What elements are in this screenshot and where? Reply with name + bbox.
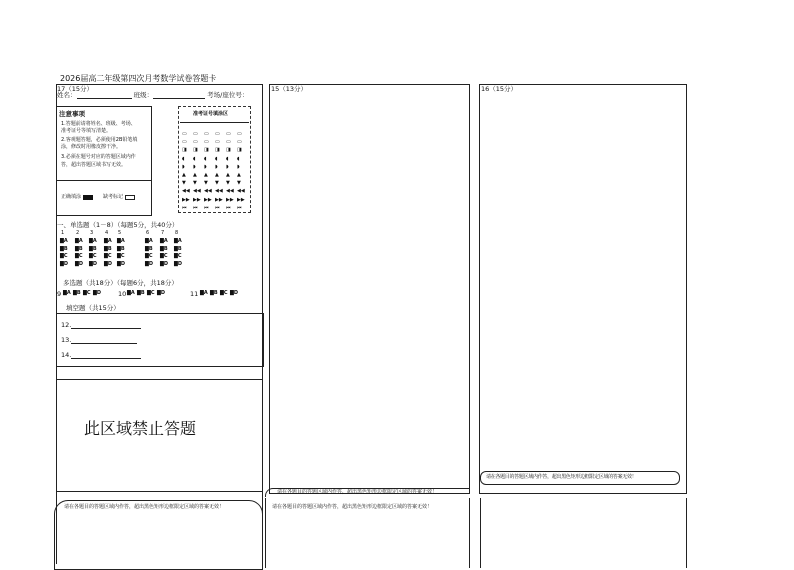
exam-id-bubble[interactable]: ▶▶ — [182, 196, 190, 203]
exam-id-bubble[interactable]: ◨ — [215, 147, 220, 154]
exam-id-bubble[interactable]: ▲ — [237, 172, 241, 178]
exam-id-bubble[interactable]: ◖ — [226, 155, 229, 162]
exam-id-bubble[interactable]: ⏮ — [215, 204, 220, 211]
multi-choice-option[interactable]: ▇B — [137, 290, 145, 296]
multi-choice-option[interactable]: ▇D — [157, 290, 165, 296]
single-choice-number: 1 — [61, 230, 65, 236]
exam-id-bubble[interactable]: ⏮ — [204, 204, 209, 211]
exam-id-bubble[interactable]: ◗ — [193, 163, 196, 170]
exam-id-bubble[interactable]: ▭ — [182, 139, 187, 146]
exam-id-bubble[interactable]: ⏮ — [226, 204, 231, 211]
exam-id-bubble[interactable]: ◗ — [182, 163, 185, 170]
q10-number: 10 — [118, 290, 127, 298]
single-choice-option[interactable]: ▇B — [174, 245, 182, 252]
exam-id-bubble[interactable]: ▲ — [193, 172, 197, 178]
single-choice-option[interactable]: ▇C — [174, 253, 182, 259]
answer-box-right-bottom[interactable] — [480, 498, 687, 568]
section1-title: 一、单选题（1－8）（每题5分，共40分） — [57, 221, 179, 229]
single-choice-option[interactable]: ▇A — [160, 238, 168, 244]
exam-id-bubble[interactable]: ▼ — [226, 180, 230, 187]
exam-id-bubble[interactable]: ◀◀ — [193, 188, 201, 195]
exam-id-bubble[interactable]: ◨ — [193, 147, 198, 154]
exam-id-bubble[interactable]: ▲ — [182, 172, 186, 178]
single-choice-option[interactable]: ▇A — [174, 238, 182, 244]
notice-line-2: 准考证号等填写清楚。 — [61, 128, 112, 134]
exam-id-bubble[interactable]: ▼ — [204, 180, 208, 187]
exam-id-bubble[interactable]: ▭ — [204, 139, 209, 146]
fill-item-12-label: 12. — [61, 321, 72, 329]
exam-id-bubble[interactable]: ▶▶ — [204, 196, 212, 203]
single-choice-option[interactable]: ▇B — [145, 245, 153, 252]
exam-id-bubble[interactable]: ▭ — [237, 131, 242, 137]
multi-choice-option[interactable]: ▇B — [210, 290, 218, 296]
exam-id-bubble[interactable]: ▶▶ — [237, 196, 245, 203]
section3-title: 填空题（共15分） — [66, 304, 120, 312]
exam-id-bubble[interactable]: ◨ — [226, 147, 231, 154]
q11-number: 11 — [190, 290, 199, 298]
single-choice-number: 8 — [175, 230, 179, 236]
exam-id-bubble[interactable]: ▼ — [215, 180, 219, 187]
fill-item-13-label: 13. — [61, 336, 72, 344]
seat-label: 考场/座位号： — [207, 91, 249, 99]
exam-id-bubble[interactable]: ▼ — [193, 180, 197, 187]
correct-fill-label: 正确填涂 — [61, 194, 82, 200]
exam-id-bubble[interactable]: ▭ — [215, 139, 220, 146]
single-choice-option[interactable]: ▇C — [89, 253, 97, 259]
exam-id-bubble[interactable]: ▭ — [193, 139, 198, 146]
multi-choice-option[interactable]: ▇D — [93, 290, 101, 296]
exam-id-bubble[interactable]: ▼ — [182, 180, 186, 187]
exam-id-bubble[interactable]: ◀◀ — [215, 188, 223, 195]
warning-middle-top: 请在各题目的答题区域内作答，超出黑色矩形边框限定区域的答案无效！ — [277, 489, 438, 495]
exam-id-bubble[interactable]: ▭ — [215, 131, 220, 137]
q16-label: 16（15分） — [481, 85, 518, 93]
single-choice-option[interactable]: ▇B — [160, 245, 168, 252]
warning-left: 请在各题目的答题区域内作答，超出黑色矩形边框限定区域的答案无效！ — [64, 504, 225, 510]
exam-id-bubble[interactable]: ◨ — [182, 147, 187, 154]
warning-middle: 请在各题目的答题区域内作答，超出黑色矩形边框限定区域的答案无效！ — [272, 504, 433, 510]
name-label: 姓名： — [57, 91, 77, 99]
exam-id-bubble[interactable]: ▭ — [182, 131, 187, 137]
multi-choice-option[interactable]: ▇A — [63, 290, 71, 296]
sheet-title: 2026届高二年级第四次月考数学试卷答题卡 — [60, 74, 217, 83]
single-choice-option[interactable]: ▇D — [117, 260, 125, 267]
exam-id-bubble[interactable]: ◖ — [193, 155, 196, 162]
multi-choice-option[interactable]: ▇A — [127, 290, 135, 296]
exam-id-bubble[interactable]: ▲ — [226, 172, 230, 178]
exam-id-bubble[interactable]: ⏮ — [193, 204, 198, 211]
notice-title: 注意事项 — [59, 110, 85, 118]
exam-id-title: 准考证号填涂区 — [193, 111, 229, 117]
exam-id-bubble[interactable]: ◨ — [237, 147, 242, 154]
single-choice-option[interactable]: ▇D — [145, 260, 153, 267]
class-label: 班级： — [133, 91, 154, 99]
q16-answer-area[interactable] — [479, 84, 687, 494]
exam-id-bubble[interactable]: ◀◀ — [237, 188, 245, 195]
single-choice-option[interactable]: ▇A — [117, 238, 125, 244]
exam-id-bubble[interactable]: ◗ — [204, 163, 207, 170]
exam-id-bubble[interactable]: ◖ — [182, 155, 185, 162]
exam-id-bubble[interactable]: ▭ — [226, 139, 231, 146]
single-choice-option[interactable]: ▇C — [117, 253, 125, 259]
fill-item-14-label: 14. — [61, 351, 72, 359]
forbidden-text: 此区域禁止答题 — [84, 419, 197, 438]
name-field[interactable] — [57, 92, 248, 99]
single-choice-option[interactable]: ▇D — [160, 260, 168, 267]
exam-id-bubble[interactable]: ▶▶ — [215, 196, 223, 203]
exam-id-bubble[interactable]: ▶▶ — [193, 196, 201, 203]
exam-id-bubble[interactable]: ◀◀ — [182, 188, 190, 195]
single-choice-option[interactable]: ▇B — [104, 245, 112, 252]
multi-choice-option[interactable]: ▇C — [83, 290, 91, 296]
exam-id-bubble[interactable]: ▭ — [193, 131, 198, 137]
single-choice-option[interactable]: ▇C — [160, 253, 168, 259]
notice-line-1: 1.答题前请将姓名、班级、考场、 — [61, 121, 136, 127]
exam-id-bubble[interactable]: ◗ — [215, 163, 218, 170]
multi-choice-option[interactable]: ▇C — [220, 290, 228, 296]
missing-mark-box[interactable] — [125, 195, 135, 200]
exam-id-bubble[interactable]: ▲ — [215, 172, 219, 178]
single-choice-number: 2 — [76, 230, 80, 236]
warning-right: 请在各题目的答题区域内作答，超出黑色矩形边框限定区域的答案无效！ — [486, 474, 637, 480]
notice-line-5: 3.必须在题号对应的答题区域内作 — [61, 154, 136, 160]
q17-label: 17（15分） — [57, 85, 94, 93]
notice-line-4: 涂，修改时用橡皮擦干净。 — [61, 144, 122, 150]
fill-item-12[interactable] — [61, 322, 141, 329]
exam-id-bubble[interactable]: ◖ — [237, 155, 240, 162]
notice-divider — [56, 180, 152, 181]
single-choice-option[interactable]: ▇B — [75, 245, 83, 252]
single-choice-option[interactable]: ▇C — [75, 253, 83, 259]
exam-id-bubble[interactable]: ⏮ — [182, 204, 187, 211]
single-choice-option[interactable]: ▇D — [75, 260, 83, 267]
exam-id-bubble[interactable]: ◨ — [204, 147, 209, 154]
single-choice-option[interactable]: ▇D — [60, 260, 68, 267]
notice-line-3: 2.客观题答题，必须使用2B铅笔填 — [61, 137, 138, 143]
exam-id-bubble[interactable]: ▲ — [204, 172, 208, 178]
multi-choice-option[interactable]: ▇B — [73, 290, 81, 296]
q9-number: 9 — [57, 290, 62, 298]
q15-answer-area[interactable] — [269, 84, 470, 494]
exam-id-bubble[interactable]: ▼ — [237, 180, 241, 187]
exam-id-bubble[interactable]: ▭ — [226, 131, 231, 137]
single-choice-option[interactable]: ▇D — [174, 260, 182, 267]
exam-id-divider — [180, 122, 249, 123]
single-choice-number: 5 — [118, 230, 122, 236]
section2-title: 多选题（共18分）（每题6分，共18分） — [63, 279, 178, 287]
single-choice-option[interactable]: ▇A — [145, 238, 153, 244]
multi-choice-option[interactable]: ▇C — [147, 290, 155, 296]
correct-fill-sample — [83, 195, 93, 200]
fill-item-14[interactable] — [61, 352, 141, 359]
single-choice-option[interactable]: ▇B — [89, 245, 97, 252]
single-choice-option[interactable]: ▇A — [104, 238, 112, 244]
answer-box-left-bottom[interactable] — [54, 500, 263, 570]
single-choice-option[interactable]: ▇C — [104, 253, 112, 259]
single-choice-option[interactable]: ▇B — [117, 245, 125, 252]
exam-id-bubble[interactable]: ▶▶ — [226, 196, 234, 203]
single-choice-number: 3 — [90, 230, 94, 236]
multi-choice-option[interactable]: ▇D — [230, 290, 238, 296]
single-choice-option[interactable]: ▇A — [75, 238, 83, 244]
single-choice-option[interactable]: ▇A — [60, 238, 68, 244]
single-choice-number: 4 — [105, 230, 109, 236]
single-choice-number: 7 — [161, 230, 165, 236]
fill-item-13[interactable] — [61, 337, 137, 344]
exam-id-bubble[interactable]: ◖ — [204, 155, 207, 162]
exam-id-bubble[interactable]: ◖ — [215, 155, 218, 162]
exam-id-bubble[interactable]: ◀◀ — [204, 188, 212, 195]
notice-line-6: 答，超出答题区域书写无效。 — [61, 162, 127, 168]
exam-id-bubble[interactable]: ⏮ — [237, 204, 242, 211]
single-choice-option[interactable]: ▇C — [145, 253, 153, 259]
exam-id-bubble[interactable]: ▭ — [204, 131, 209, 137]
single-choice-number: 6 — [146, 230, 150, 236]
multi-choice-option[interactable]: ▇A — [200, 290, 208, 296]
exam-id-bubble[interactable]: ▭ — [237, 139, 242, 146]
single-choice-option[interactable]: ▇B — [60, 245, 68, 252]
exam-id-bubble[interactable]: ◗ — [237, 163, 240, 170]
single-choice-option[interactable]: ▇D — [104, 260, 112, 267]
single-choice-option[interactable]: ▇A — [89, 238, 97, 244]
single-choice-option[interactable]: ▇D — [89, 260, 97, 267]
exam-id-bubble[interactable]: ◀◀ — [226, 188, 234, 195]
missing-mark-label: 缺考标记 — [103, 194, 124, 200]
single-choice-option[interactable]: ▇C — [60, 253, 68, 259]
exam-id-bubble[interactable]: ◗ — [226, 163, 229, 170]
q15-label: 15（13分） — [271, 85, 308, 93]
